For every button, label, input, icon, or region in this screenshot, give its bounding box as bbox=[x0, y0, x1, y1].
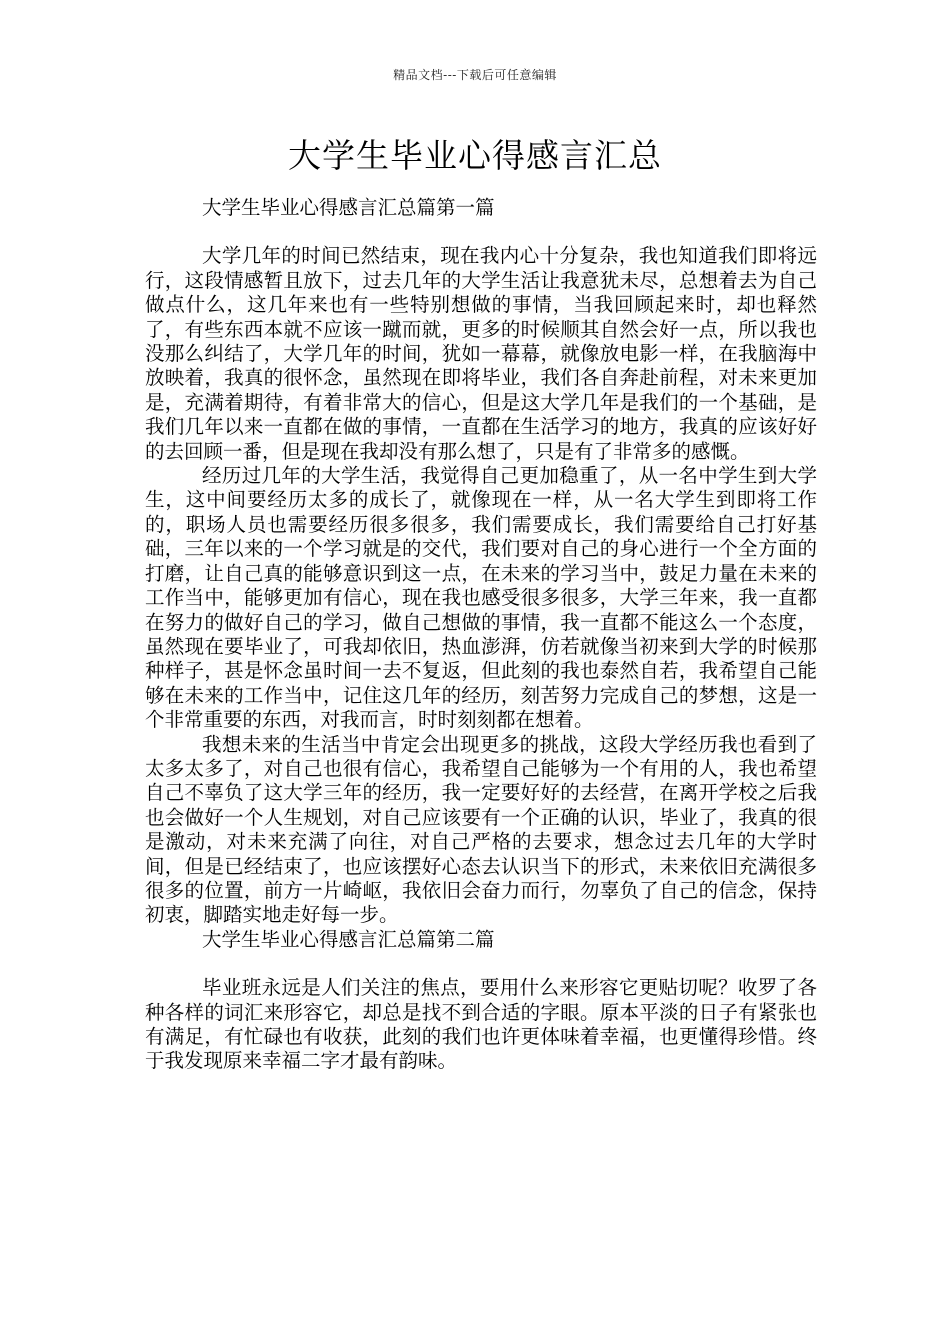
document-title: 大学生毕业心得感言汇总 bbox=[288, 136, 662, 175]
header-note: 精品文档---下载后可任意编辑 bbox=[393, 68, 557, 82]
section-heading: 大学生毕业心得感言汇总篇第二篇 bbox=[202, 927, 495, 951]
section-heading: 大学生毕业心得感言汇总篇第一篇 bbox=[202, 196, 495, 219]
document-body bbox=[145, 196, 817, 1074]
paragraph: 毕业班永远是人们关注的焦点，要用什么来形容它更贴切呢？收罗了各种各样的词汇来形容它，却总是找不到合适的字眼。原本平淡的日子有紧张也有满足，有忙碌也有收获，此刻的我们也许更体味着幸福，也更懂得珍惜。终于我发现原来幸福二字才最有韵味。 bbox=[145, 976, 817, 1073]
paragraph: 我想未来的生活当中肯定会出现更多的挑战，这段大学经历我也看到了太多太多了，对自己也很有信心，我希望自己能够为一个有用的人，我也希望自己不辜负了这大学三年的经历，我一定要好好的去经营，在离开学校之后我也会做好一个人生规划，对自己应该要有一个正确的认识，毕业了，我真的很是激动，对未来充满了向往，对自己严格的去要求，想念过去几年的大学时间，但是已经结束了，也应该摆好心态去认识当下的形式，未来依旧充满很多很多的位置，前方一片崎岖，我依旧会奋力而行，勿辜负了自己的信念，保持初衷，脚踏实地走好每一步。 bbox=[145, 732, 817, 927]
paragraph: 经历过几年的大学生活，我觉得自己更加稳重了，从一名中学生到大学生，这中间要经历太多的成长了，就像现在一样，从一名大学生到即将工作的，职场人员也需要经历很多很多，我们需要成长，我们需要给自己打好基础，三年以来的一个学习就是的交代，我们要对自己的身心进行一个全方面的打磨，让自己真的能够意识到这一点，在未来的学习当中，鼓足力量在未来的工作当中，能够更加有信心，现在我也感受很多很多，大学三年来，我一直都在努力的做好自己的学习，做自己想做的事情，我一直都不能这么一个态度，虽然现在要毕业了，可我却依旧，热血澎湃，仿若就像当初来到大学的时候那种样子，甚是怀念虽时间一去不复返，但此刻的我也泰然自若，我希望自己能够在未来的工作当中，记住这几年的经历，刻苦努力完成自己的梦想，这是一个非常重要的东西，对我而言，时时刻刻都在想着。 bbox=[145, 464, 817, 732]
paragraph: 大学几年的时间已然结束，现在我内心十分复杂，我也知道我们即将远行，这段情感暂且放下，过去几年的大学生活让我意犹未尽，总想着去为自己做点什么，这几年来也有一些特别想做的事情，当我回顾起来时，却也释然了，有些东西本就不应该一蹴而就，更多的时候顺其自然会好一点，所以我也没那么纠结了，大学几年的时间，犹如一幕幕，就像放电影一样，在我脑海中放映着，我真的很怀念，虽然现在即将毕业，我们各自奔赴前程，对未来更加是，充满着期待，有着非常大的信心，但是这大学几年是我们的一个基础，是我们几年以来一直都在做的事情，一直都在生活学习的地方，我真的应该好好的去回顾一番，但是现在我却没有那么想了，只是有了非常多的感慨。 bbox=[145, 244, 817, 463]
